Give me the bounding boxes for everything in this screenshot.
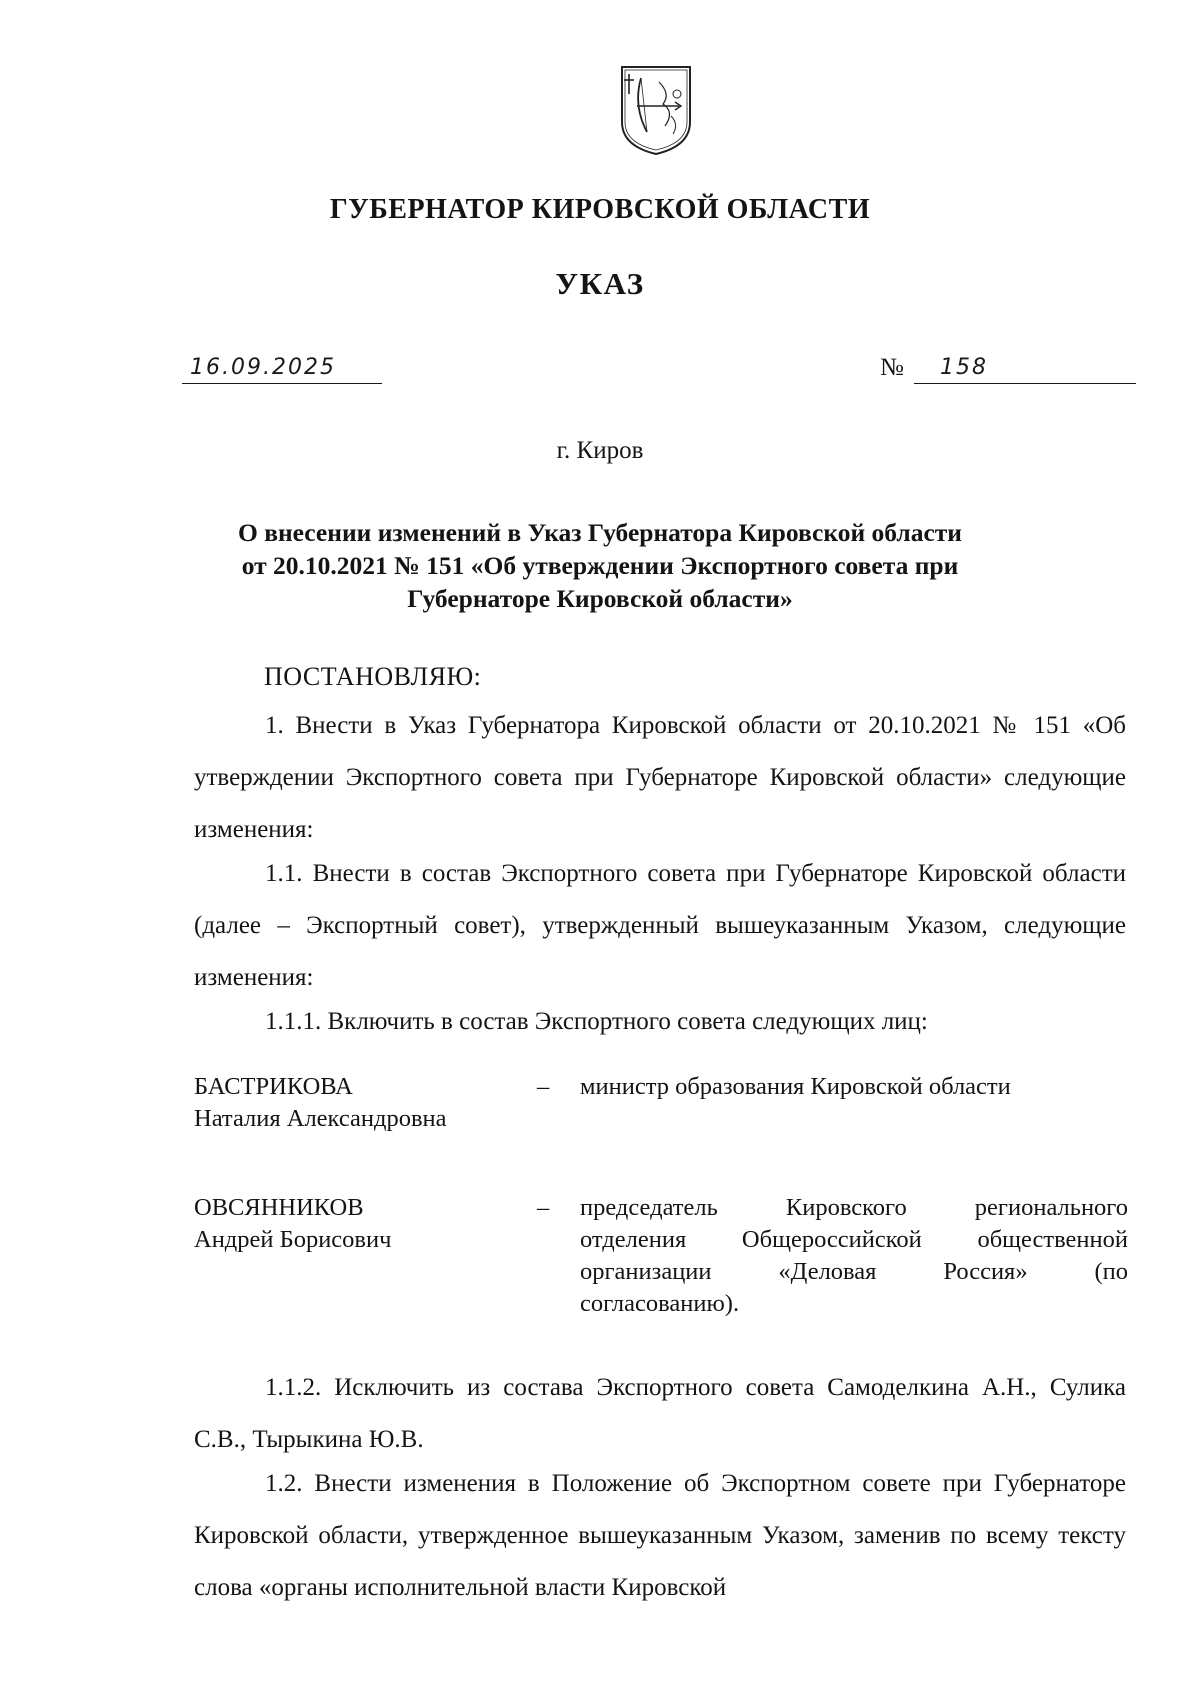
member-given-name: Наталия Александровна — [194, 1105, 447, 1132]
city: г. Киров — [556, 437, 644, 464]
number-field — [914, 353, 1136, 384]
member-given-name: Андрей Борисович — [194, 1226, 392, 1253]
member-position — [580, 1192, 1128, 1320]
member-surname: БАСТРИКОВА — [194, 1073, 353, 1100]
paragraph-1-1-2: 1.1.2. Исключить из состава Экспортного совета Самоделкина А.Н., Сулика С.В., Тырыкина Ю.В. — [194, 1374, 1126, 1453]
member-dash: – — [537, 1194, 550, 1221]
title-line: от 20.10.2021 № 151 «Об утверждении Экспортного совета при — [241, 551, 959, 580]
title-line: Губернаторе Кировской области» — [407, 584, 793, 613]
member-name — [194, 1071, 514, 1135]
position-line: согласованию). — [580, 1290, 740, 1317]
member-position: министр образования Кировской области — [580, 1073, 1011, 1100]
position-line: отделения Общероссийской общественной — [580, 1226, 1128, 1253]
handwritten-number: 158 — [940, 355, 988, 380]
member-dash: – — [537, 1073, 550, 1100]
document-title — [200, 516, 1000, 615]
paragraph-1-1: 1.1. Внести в состав Экспортного совета при Губернаторе Кировской области (далее – Экспортный совет), утвержденный вышеуказанным Указом, следующие изменения: — [194, 860, 1126, 991]
member-surname: ОВСЯННИКОВ — [194, 1194, 364, 1221]
handwritten-date: 16.09.2025 — [190, 355, 336, 380]
coat-of-arms-emblem — [619, 64, 693, 156]
position-line: председатель Кировского регионального — [580, 1194, 1128, 1221]
title-line: О внесении изменений в Указ Губернатора Кировской области — [238, 518, 962, 547]
issuing-authority: ГУБЕРНАТОР КИРОВСКОЙ ОБЛАСТИ — [329, 194, 871, 225]
position-line: организации «Деловая Россия» (по — [580, 1258, 1128, 1285]
date-field — [182, 353, 382, 384]
document-type: УКАЗ — [555, 266, 645, 301]
paragraph-1: 1. Внести в Указ Губернатора Кировской области от 20.10.2021 № 151 «Об утверждении Экспортного совета при Губернаторе Кировской области» следующие изменения: — [194, 712, 1126, 843]
paragraph-1-2: 1.2. Внести изменения в Положение об Экспортном совете при Губернаторе Кировской области, утвержденное вышеуказанным Указом, заменив по всему тексту слова «органы исполнительной власти Кировской — [194, 1470, 1126, 1601]
number-label: № — [880, 354, 904, 381]
member-name — [194, 1192, 514, 1256]
decree-word: ПОСТАНОВЛЯЮ: — [264, 662, 482, 691]
paragraph-1-1-1: 1.1.1. Включить в состав Экспортного совета следующих лиц: — [265, 1008, 928, 1035]
